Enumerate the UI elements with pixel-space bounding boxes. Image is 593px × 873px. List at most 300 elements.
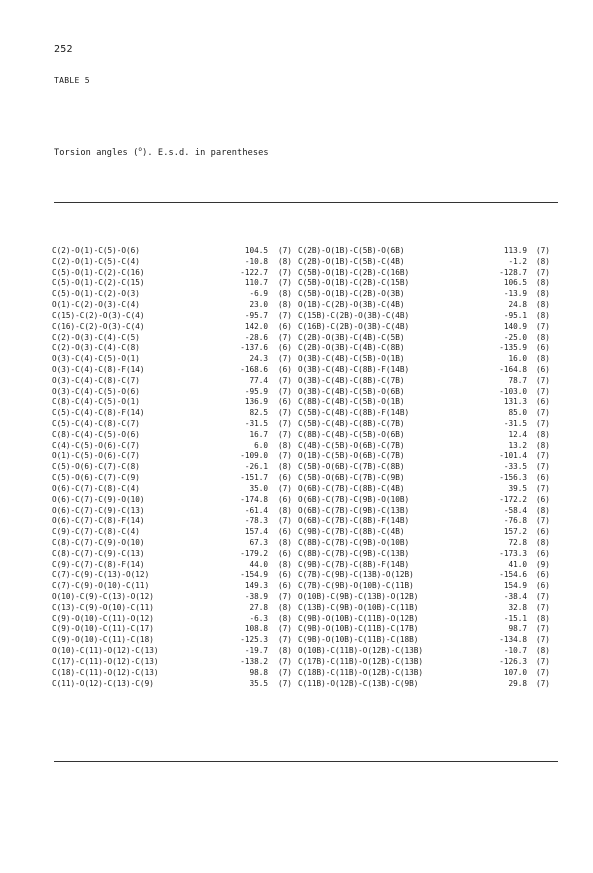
torsion-angle-label: C(2)-O(1)-C(5)-O(6) [52, 246, 140, 255]
torsion-angle-label: C(5)-O(1)-C(2)-C(16) [52, 267, 145, 277]
torsion-angle-value: -19.7 [244, 646, 268, 656]
esd-value: (8) [536, 332, 550, 342]
torsion-angle-value: 39.5 [508, 483, 527, 493]
esd-value: (7) [278, 667, 292, 677]
esd-value: (6) [278, 321, 292, 331]
torsion-angle-label: C(9)-O(10)-C(11)-O(12) [52, 613, 154, 623]
torsion-angle-value: -78.3 [244, 516, 268, 526]
table-row [52, 624, 300, 635]
torsion-angle-value: -125.3 [240, 635, 268, 645]
esd-value: (6) [536, 494, 550, 504]
table-row [52, 516, 300, 527]
table-row [298, 451, 560, 462]
torsion-angle-value: 104.5 [244, 246, 268, 255]
torsion-angle-value: 98.7 [508, 624, 527, 634]
torsion-angle-value: -6.9 [249, 289, 268, 299]
torsion-angle-label: C(9B)-O(10B)-C(11B)-C(17B) [298, 624, 419, 634]
torsion-angle-value: -33.5 [503, 462, 527, 472]
esd-value: (7) [278, 246, 292, 255]
torsion-angle-label: O(6)-C(7)-C(9)-O(10) [52, 494, 145, 504]
table-row [52, 657, 300, 668]
torsion-angle-value: -154.6 [499, 570, 527, 580]
table-row [52, 268, 300, 279]
torsion-angle-value: 157.2 [503, 527, 527, 537]
table-top-rule [54, 202, 558, 203]
torsion-angle-label: O(6B)-C(7B)-C(8B)-C(4B) [298, 483, 405, 493]
torsion-angle-value: -172.2 [499, 494, 527, 504]
torsion-angle-label: C(5)-O(6)-C(7)-C(9) [52, 473, 140, 483]
torsion-angle-value: -26.1 [244, 462, 268, 472]
torsion-angle-label: C(2B)-O(1B)-C(5B)-O(6B) [298, 246, 405, 255]
torsion-angle-label: C(5)-O(1)-C(2)-C(15) [52, 278, 145, 288]
table-row [298, 354, 560, 365]
torsion-angle-label: C(5B)-O(1B)-C(2B)-C(15B) [298, 278, 410, 288]
torsion-angle-value: 85.0 [508, 408, 527, 418]
torsion-angle-label: C(18B)-C(11B)-O(12B)-C(13B) [298, 667, 423, 677]
table-row [52, 538, 300, 549]
torsion-angle-label: O(1B)-C(2B)-O(3B)-C(4B) [298, 300, 405, 310]
torsion-angle-value: 149.3 [244, 581, 268, 591]
table-row [52, 592, 300, 603]
torsion-angle-label: O(3)-C(4)-C(5)-O(1) [52, 354, 140, 364]
torsion-angle-label: O(6B)-C(7B)-C(9B)-O(10B) [298, 494, 410, 504]
table-row [52, 365, 300, 376]
esd-value: (7) [536, 602, 550, 612]
table-row [52, 679, 300, 690]
table-row [298, 430, 560, 441]
table-row [298, 473, 560, 484]
esd-value: (7) [278, 278, 292, 288]
table-row [298, 322, 560, 333]
table-row [298, 516, 560, 527]
table-row [298, 333, 560, 344]
esd-value: (7) [278, 267, 292, 277]
table-row [298, 624, 560, 635]
table-row [52, 668, 300, 679]
esd-value: (7) [278, 678, 292, 688]
esd-value: (7) [278, 408, 292, 418]
torsion-angle-value: -10.7 [503, 646, 527, 656]
table-row [298, 343, 560, 354]
esd-value: (8) [536, 289, 550, 299]
esd-value: (7) [278, 332, 292, 342]
esd-value: (6) [278, 581, 292, 591]
torsion-angle-value: 131.3 [503, 397, 527, 407]
torsion-angle-value: 24.8 [508, 300, 527, 310]
esd-value: (7) [278, 592, 292, 601]
torsion-angle-label: O(3)-C(4)-C(8)-F(14) [52, 364, 145, 374]
torsion-angle-value: 113.9 [503, 246, 527, 255]
table-row [52, 257, 300, 268]
torsion-angle-value: -135.9 [499, 343, 527, 353]
table-row [298, 462, 560, 473]
torsion-angle-value: 6.0 [254, 440, 268, 450]
torsion-angle-value: 142.0 [244, 321, 268, 331]
torsion-angle-label: C(11)-O(12)-C(13)-C(9) [52, 678, 154, 688]
esd-value: (6) [278, 343, 292, 353]
torsion-angle-label: C(8)-C(7)-C(9)-C(13) [52, 548, 145, 558]
esd-value: (7) [278, 375, 292, 385]
torsion-angle-label: C(17)-C(11)-O(12)-C(13) [52, 656, 159, 666]
table-row [298, 538, 560, 549]
torsion-angle-value: 44.0 [249, 559, 268, 569]
torsion-angle-value: 32.8 [508, 602, 527, 612]
torsion-angle-label: O(3)-C(4)-C(5)-O(6) [52, 386, 140, 396]
table-row [298, 635, 560, 646]
esd-value: (8) [536, 310, 550, 320]
torsion-angle-value: -164.8 [499, 364, 527, 374]
torsion-angle-value: 106.5 [503, 278, 527, 288]
esd-value: (7) [536, 516, 550, 526]
torsion-angle-value: -173.3 [499, 548, 527, 558]
esd-value: (6) [536, 527, 550, 537]
torsion-angle-label: C(7B)-C(9B)-C(13B)-O(12B) [298, 570, 414, 580]
torsion-angle-value: 16.7 [249, 429, 268, 439]
esd-value: (6) [536, 343, 550, 353]
torsion-table-left-column [52, 246, 300, 689]
esd-value: (8) [278, 602, 292, 612]
torsion-angle-value: 110.7 [244, 278, 268, 288]
torsion-angle-value: 27.8 [249, 602, 268, 612]
torsion-angle-value: 41.0 [508, 559, 527, 569]
torsion-angle-label: C(13)-C(9)-O(10)-C(11) [52, 602, 154, 612]
esd-value: (7) [536, 451, 550, 461]
table-bottom-rule [54, 761, 558, 762]
table-row [52, 603, 300, 614]
torsion-angle-label: O(3)-C(4)-C(8)-C(7) [52, 375, 140, 385]
torsion-angle-label: O(1B)-C(5B)-O(6B)-C(7B) [298, 451, 405, 461]
esd-value: (6) [536, 364, 550, 374]
torsion-angle-value: -15.1 [503, 613, 527, 623]
esd-value: (8) [536, 537, 550, 547]
torsion-angle-label: C(9)-C(7)-C(8)-F(14) [52, 559, 145, 569]
torsion-angle-value: -154.9 [240, 570, 268, 580]
table-row [298, 397, 560, 408]
esd-value: (7) [536, 656, 550, 666]
torsion-angle-label: C(8)-C(4)-C(5)-O(1) [52, 397, 140, 407]
table-row [298, 441, 560, 452]
esd-value: (8) [536, 505, 550, 515]
torsion-angle-value: 82.5 [249, 408, 268, 418]
table-row [298, 581, 560, 592]
table-row [52, 527, 300, 538]
torsion-angle-label: O(6)-C(7)-C(8)-C(4) [52, 483, 140, 493]
torsion-angle-label: O(10)-C(9)-C(13)-O(12) [52, 592, 154, 601]
torsion-angle-label: C(4)-C(5)-O(6)-C(7) [52, 440, 140, 450]
page-number: 252 [54, 44, 73, 55]
torsion-angle-value: 77.4 [249, 375, 268, 385]
esd-value: (7) [278, 354, 292, 364]
torsion-angle-label: C(7)-C(9)-O(10)-C(11) [52, 581, 150, 591]
torsion-angle-value: 35.5 [249, 678, 268, 688]
torsion-angle-value: -28.6 [244, 332, 268, 342]
torsion-angle-label: C(5B)-O(1B)-C(2B)-C(16B) [298, 267, 410, 277]
table-row [52, 408, 300, 419]
torsion-angle-label: C(7)-C(9)-C(13)-O(12) [52, 570, 150, 580]
esd-value: (7) [536, 635, 550, 645]
esd-value: (7) [278, 451, 292, 461]
table-row [52, 430, 300, 441]
table-row [298, 484, 560, 495]
esd-value: (8) [278, 300, 292, 310]
torsion-angle-label: C(9)-C(7)-C(8)-C(4) [52, 527, 140, 537]
torsion-angle-value: -95.9 [244, 386, 268, 396]
table-row [298, 387, 560, 398]
table-row [298, 376, 560, 387]
table-row [298, 668, 560, 679]
esd-value: (6) [536, 548, 550, 558]
esd-value: (7) [278, 635, 292, 645]
table-row [52, 397, 300, 408]
table-row [298, 603, 560, 614]
table-row [52, 473, 300, 484]
table-row [52, 419, 300, 430]
torsion-angle-label: O(3B)-C(4B)-C(5B)-O(6B) [298, 386, 405, 396]
table-row [52, 451, 300, 462]
esd-value: (6) [278, 364, 292, 374]
torsion-angle-value: -38.4 [503, 592, 527, 601]
table-row [52, 311, 300, 322]
torsion-angle-label: C(9B)-C(7B)-C(8B)-C(4B) [298, 527, 405, 537]
torsion-angle-label: O(3B)-C(4B)-C(5B)-O(1B) [298, 354, 405, 364]
esd-value: (6) [536, 473, 550, 483]
esd-value: (8) [278, 289, 292, 299]
table-row [52, 441, 300, 452]
table-row [52, 495, 300, 506]
torsion-angle-value: 140.9 [503, 321, 527, 331]
esd-value: (6) [278, 397, 292, 407]
esd-value: (6) [278, 473, 292, 483]
table-row [298, 506, 560, 517]
table-row [298, 300, 560, 311]
torsion-angle-label: C(5B)-C(4B)-C(8B)-F(14B) [298, 408, 410, 418]
table-row [52, 354, 300, 365]
table-row [298, 268, 560, 279]
esd-value: (8) [536, 613, 550, 623]
torsion-angle-label: C(2)-O(3)-C(4)-C(8) [52, 343, 140, 353]
torsion-angle-label: C(9B)-O(10B)-C(11B)-C(18B) [298, 635, 419, 645]
torsion-angle-value: 98.8 [249, 667, 268, 677]
table-row [52, 376, 300, 387]
esd-value: (6) [536, 397, 550, 407]
esd-value: (8) [536, 278, 550, 288]
esd-value: (8) [278, 537, 292, 547]
esd-value: (8) [536, 429, 550, 439]
table-row [52, 646, 300, 657]
torsion-angle-label: C(2B)-O(3B)-C(4B)-C(8B) [298, 343, 405, 353]
table-caption [54, 146, 269, 158]
esd-value: (8) [536, 440, 550, 450]
esd-value: (7) [536, 375, 550, 385]
esd-value: (7) [278, 624, 292, 634]
torsion-angle-value: -122.7 [240, 267, 268, 277]
torsion-angle-label: C(8B)-C(4B)-C(5B)-O(6B) [298, 429, 405, 439]
esd-value: (8) [536, 300, 550, 310]
degree-superscript: o [138, 146, 143, 153]
esd-value: (8) [536, 354, 550, 364]
torsion-angle-value: -126.3 [499, 656, 527, 666]
table-row [298, 549, 560, 560]
torsion-angle-value: 67.3 [249, 537, 268, 547]
esd-value: (7) [536, 462, 550, 472]
torsion-angle-value: -103.0 [499, 386, 527, 396]
table-row [52, 300, 300, 311]
torsion-angle-label: O(10B)-C(9B)-C(13B)-O(12B) [298, 592, 419, 601]
torsion-angle-label: C(15B)-C(2B)-O(3B)-C(4B) [298, 310, 410, 320]
torsion-angle-label: C(18)-C(11)-O(12)-C(13) [52, 667, 159, 677]
table-row [298, 679, 560, 690]
table-row [298, 278, 560, 289]
esd-value: (8) [278, 613, 292, 623]
torsion-angle-label: O(3B)-C(4B)-C(8B)-F(14B) [298, 364, 410, 374]
torsion-angle-label: C(16)-C(2)-O(3)-C(4) [52, 321, 145, 331]
torsion-angle-value: 29.8 [508, 678, 527, 688]
table-row [298, 289, 560, 300]
torsion-angle-label: C(5B)-O(1B)-C(2B)-O(3B) [298, 289, 405, 299]
esd-value: (7) [536, 321, 550, 331]
esd-value: (7) [278, 656, 292, 666]
torsion-angle-label: C(5)-C(4)-C(8)-F(14) [52, 408, 145, 418]
torsion-angle-label: C(2B)-O(3B)-C(4B)-C(5B) [298, 332, 405, 342]
table-row [298, 311, 560, 322]
caption-text-start: Torsion angles ( [54, 147, 139, 158]
torsion-angle-value: 13.2 [508, 440, 527, 450]
table-row [298, 614, 560, 625]
torsion-angle-label: C(8B)-C(7B)-C(9B)-C(13B) [298, 548, 410, 558]
torsion-angle-value: -25.0 [503, 332, 527, 342]
esd-value: (7) [536, 592, 550, 601]
torsion-angle-value: -76.8 [503, 516, 527, 526]
torsion-angle-value: -38.9 [244, 592, 268, 601]
table-row [52, 322, 300, 333]
esd-value: (7) [536, 246, 550, 255]
table-row [298, 646, 560, 657]
table-row [52, 581, 300, 592]
torsion-angle-label: C(4B)-C(5B)-O(6B)-C(7B) [298, 440, 405, 450]
esd-value: (7) [278, 386, 292, 396]
esd-value: (7) [278, 310, 292, 320]
torsion-angle-label: C(8B)-C(4B)-C(5B)-O(1B) [298, 397, 405, 407]
torsion-angle-label: O(10)-C(11)-O(12)-C(13) [52, 646, 159, 656]
table-row [298, 560, 560, 571]
esd-value: (7) [278, 429, 292, 439]
torsion-angle-value: 72.8 [508, 537, 527, 547]
torsion-angle-value: -95.1 [503, 310, 527, 320]
esd-value: (8) [278, 505, 292, 515]
esd-value: (7) [536, 667, 550, 677]
table-row [298, 257, 560, 268]
torsion-angle-label: O(6)-C(7)-C(9)-C(13) [52, 505, 145, 515]
table-row [52, 484, 300, 495]
torsion-angle-value: -179.2 [240, 548, 268, 558]
torsion-angle-value: 16.0 [508, 354, 527, 364]
torsion-angle-label: O(3B)-C(4B)-C(8B)-C(7B) [298, 375, 405, 385]
table-row [52, 246, 300, 257]
torsion-angle-label: C(9)-O(10)-C(11)-C(17) [52, 624, 154, 634]
torsion-angle-value: -151.7 [240, 473, 268, 483]
table-row [52, 506, 300, 517]
caption-text-end: ). E.s.d. in parentheses [142, 147, 269, 158]
esd-value: (6) [278, 548, 292, 558]
torsion-angle-label: C(9B)-O(10B)-C(11B)-O(12B) [298, 613, 419, 623]
torsion-angle-label: O(6)-C(7)-C(8)-F(14) [52, 516, 145, 526]
torsion-angle-label: C(7B)-C(9B)-O(10B)-C(11B) [298, 581, 414, 591]
torsion-angle-value: 157.4 [244, 527, 268, 537]
torsion-angle-value: 154.9 [503, 581, 527, 591]
table-row [52, 289, 300, 300]
esd-value: (9) [536, 559, 550, 569]
torsion-angle-label: C(16B)-C(2B)-O(3B)-C(4B) [298, 321, 410, 331]
table-title: TABLE 5 [54, 76, 90, 85]
table-row [52, 635, 300, 646]
table-row [298, 419, 560, 430]
torsion-angle-value: -95.7 [244, 310, 268, 320]
torsion-angle-value: -134.8 [499, 635, 527, 645]
esd-value: (8) [536, 646, 550, 656]
table-row [52, 560, 300, 571]
table-row [298, 246, 560, 257]
torsion-angle-label: C(15)-C(2)-O(3)-C(4) [52, 310, 145, 320]
torsion-angle-label: O(6B)-C(7B)-C(8B)-F(14B) [298, 516, 410, 526]
torsion-angle-label: C(5B)-O(6B)-C(7B)-C(9B) [298, 473, 405, 483]
torsion-angle-label: C(9B)-C(7B)-C(8B)-F(14B) [298, 559, 410, 569]
torsion-table-right-column [298, 246, 560, 689]
table-row [298, 570, 560, 581]
esd-value: (8) [278, 440, 292, 450]
torsion-angle-label: O(1)-C(2)-O(3)-C(4) [52, 300, 140, 310]
torsion-angle-value: -168.6 [240, 364, 268, 374]
torsion-angle-value: -10.8 [244, 256, 268, 266]
table-row [52, 343, 300, 354]
torsion-angle-value: -31.5 [244, 419, 268, 428]
esd-value: (6) [536, 570, 550, 580]
esd-value: (7) [278, 483, 292, 493]
torsion-angle-label: C(5)-O(6)-C(7)-C(8) [52, 462, 140, 472]
esd-value: (7) [278, 419, 292, 428]
torsion-angle-label: C(5B)-C(4B)-C(8B)-C(7B) [298, 419, 405, 428]
esd-value: (7) [536, 624, 550, 634]
table-row [52, 333, 300, 344]
esd-value: (8) [536, 256, 550, 266]
esd-value: (7) [536, 678, 550, 688]
torsion-angle-label: C(11B)-O(12B)-C(13B)-C(9B) [298, 678, 419, 688]
esd-value: (8) [278, 462, 292, 472]
torsion-angle-value: -128.7 [499, 267, 527, 277]
torsion-angle-value: 78.7 [508, 375, 527, 385]
esd-value: (7) [536, 267, 550, 277]
torsion-angle-label: C(5)-O(1)-C(2)-O(3) [52, 289, 140, 299]
torsion-angle-value: -101.4 [499, 451, 527, 461]
table-row [52, 387, 300, 398]
torsion-angle-value: -31.5 [503, 419, 527, 428]
torsion-angle-label: C(2)-O(3)-C(4)-C(5) [52, 332, 140, 342]
esd-value: (7) [278, 516, 292, 526]
esd-value: (6) [536, 581, 550, 591]
torsion-angle-value: -6.3 [249, 613, 268, 623]
torsion-angle-value: 24.3 [249, 354, 268, 364]
esd-value: (6) [278, 570, 292, 580]
torsion-angle-value: -13.9 [503, 289, 527, 299]
torsion-angle-label: C(8)-C(7)-C(9)-O(10) [52, 537, 145, 547]
esd-value: (8) [278, 256, 292, 266]
torsion-angle-value: -138.2 [240, 656, 268, 666]
torsion-angle-value: 12.4 [508, 429, 527, 439]
torsion-angle-label: O(1)-C(5)-O(6)-C(7) [52, 451, 140, 461]
torsion-angle-value: -137.6 [240, 343, 268, 353]
table-row [298, 592, 560, 603]
torsion-angle-value: 108.8 [244, 624, 268, 634]
torsion-angle-value: 107.0 [503, 667, 527, 677]
